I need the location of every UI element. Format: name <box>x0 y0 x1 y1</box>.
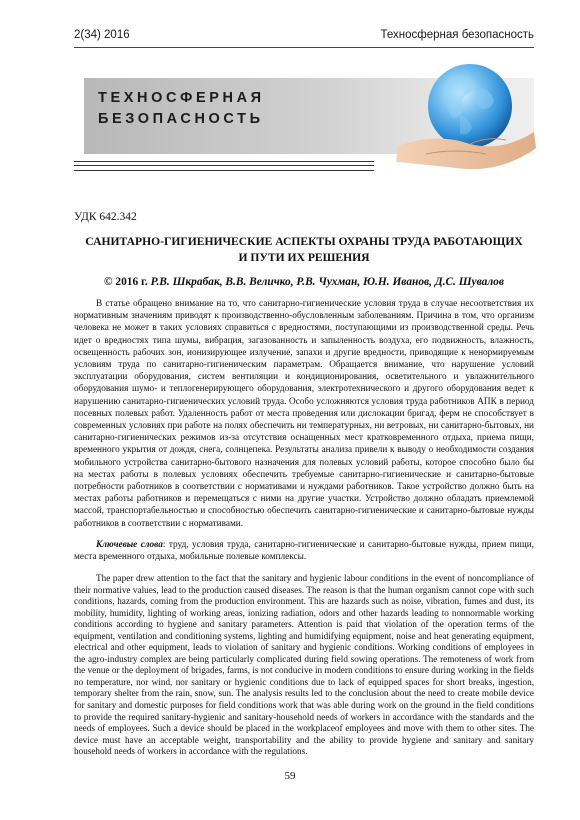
banner-title-line-1: ТЕХНОСФЕРНАЯ <box>98 90 265 106</box>
banner-title-line-2: БЕЗОПАСНОСТЬ <box>98 111 264 127</box>
article-title <box>74 234 534 266</box>
keywords-paragraph <box>74 539 534 563</box>
header-divider <box>74 47 534 48</box>
globe-in-hands-icon <box>396 58 536 176</box>
journal-name: Техносферная безопасность <box>380 29 534 41</box>
issue-number: 2(34) 2016 <box>74 29 130 41</box>
running-header <box>74 29 534 47</box>
abstract-english: The paper drew attention to the fact that the sanitary and hygienic labour conditions in the event of noncompliance of their normative values, lead to the production caused diseases. The reason is that the human organism cannot cope with such conditions, hazards, coming from the production environment. This are hazards such as noise, vibration, fumes and dust, its mobility, humidity, lighting of working areas, ionizing radiation, odors and other hazards leading to nonnormable working conditions according to hygiene and sanitary parameters. Attention is paid that violation of the operation terms of the equipment, ventilation and conditioning systems, lighting and humidifying equipment, noise and heat generating equipment, electrical and other equipment, leads to violation of sanitary and hygienic conditions. Working conditions of employees in the agro-industry complex are being particularly complicated during field sowing operations. The remoteness of work from the venue or the deployment of brigades, farms, is not conducive in modern conditions to ensure during working in the fields no temperature, nor wind, nor sanitary or hygienic conditions due to lack of equipped spaces for short breaks, ingestion, temporary shelter from the rain, snow, sun. The analysis results led to the conclusion about the need to create mobile device for sanitary and domestic purposes for field conditions work that was able during work on the ground in the field conditions to provide the required sanitary-hygienic and sanitary-household needs of workers in accordance with the standards and the needs of employees. Such a device should be placed in the workplaceof employees and move with them to other sites. The device must have an acceptable weight, transportability and the ability to provide hygiene and sanitary and sanitary household needs of workers in accordance with the regulations. <box>74 573 534 757</box>
page-number: 59 <box>284 770 296 782</box>
author-line <box>74 276 534 288</box>
keywords-label: Ключевые слова <box>96 540 163 550</box>
udk-code: УДК 642.342 <box>74 211 137 223</box>
journal-banner <box>74 60 534 178</box>
article-title-line-2: И ПУТИ ИХ РЕШЕНИЯ <box>238 251 370 264</box>
article-title-line-1: САНИТАРНО-ГИГИЕНИЧЕСКИЕ АСПЕКТЫ ОХРАНЫ ТРУДА РАБОТАЮЩИХ <box>85 235 523 248</box>
abstract-russian: В статье обращено внимание на то, что санитарно-гигиенические условия труда в случае несоответствия их нормативным значениям приводят к производственно-обусловленным заболеваниям. Причина в том, что организм человека не может в таких условиях справиться с вредностями, поступающими из производственной среды. Речь идет о вредностях типа шумы, вибрация, загазованность и запыленность воздуха, его подвижность, влажность, освещенность рабочих зон, ионизирующее излучение, запахи и другие вредности, приводящие к ненормируемым условиям труда по санитарно-гигиеническим параметрам. Обращается внимание, что нарушение условий эксплуатации оборудования, систем вентиляции и кондиционирования, осветительного и увлажнительного оборудования шумо- и теплогенерирующего оборудования, электротехнического и другого оборудования ведет к нарушению санитарно-гигиенических условий труда. Особо усложняются условия труда работников АПК в период посевных полевых работ. Удаленность работ от места проведения или дислокации бригад, ферм не способствует в современных условиях при работе на полях обеспечить ни температурных, ни ветровых, ни санитарно-бытовых, ни санитарно-гигиенических режимов из-за отсутствия оснащенных мест кратковременного отдыха, приема пищи, временного укрытия от дождя, снега, солнцепека. Результаты анализа привели к выводу о необходимости создания мобильного устройства санитарно-бытового назначения для полевых условий работы, которое способно было бы на местах работы в полевых условиях обеспечить требуемые санитарно-гигиенические и санитарно-бытовые потребности работников в соответствии с нормативами и нуждами работников. Такое устройство должно быть на местах работы работников и перемещаться с ними на другие участки. Устройство должно обладать приемлемой массой, транспортабельностью и способностью обеспечить санитарно-гигиенические и санитарно-бытовые нужды работников в соответствии с нормативами. <box>74 299 534 529</box>
keywords-text: : труд, условия труда, санитарно-гигиенические и санитарно-бытовые нужды, прием пищи, места временного отдыха, мобильные полевые комплексы. <box>74 540 534 563</box>
author-names: Р.В. Шкрабак, В.В. Величко, Р.В. Чухман, Ю.Н. Иванов, Д.С. Шувалов <box>150 276 504 288</box>
banner-title <box>98 88 265 130</box>
copyright-year: © 2016 г. <box>104 276 148 288</box>
